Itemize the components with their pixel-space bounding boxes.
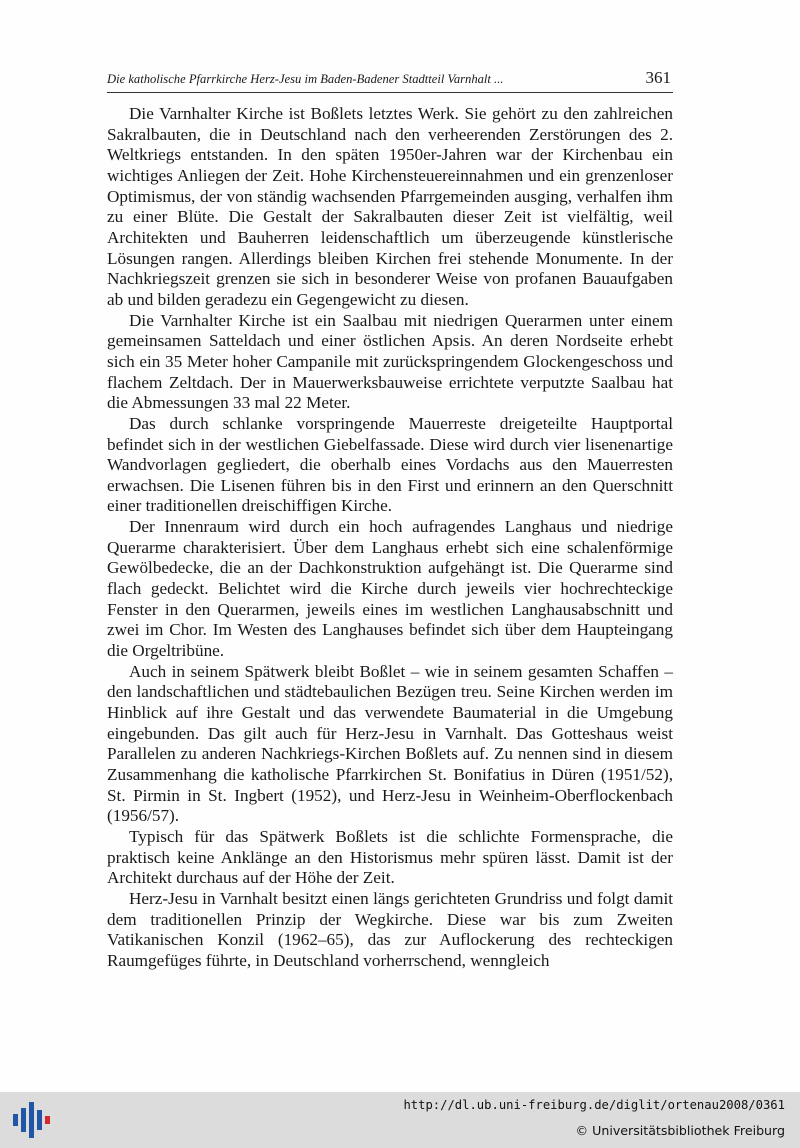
paragraph: Die Varnhalter Kirche ist Boßlets letztes Werk. Sie gehört zu den zahlreichen Sakralbauten, die in Deutschland nach den verheerenden Zerstörungen des 2. Weltkriegs entstanden. In den späten 1950er-Jahren war der Kirchenbau ein wichtiges Anliegen der Zeit. Hohe Kirchensteuereinnahmen und ein grenzenloser Optimismus, der von ständig wachsenden Pfarrgemeinden ausging, verhalfen ihm zu einer Blüte. Die Gestalt der Sakralbauten dieser Zeit ist vielfältig, weil Architekten und Bauherren leidenschaftlich um überzeugende künstlerische Lösungen rangen. Allerdings bleiben Kirchen frei stehende Monumente. In der Nachkriegszeit grenzen sie sich in besonderer Weise von profanen Bauaufgaben ab und bilden geradezu ein Gegengewicht zu diesen. bbox=[107, 104, 673, 309]
page-number: 361 bbox=[645, 68, 671, 87]
running-title: Die katholische Pfarrkirche Herz-Jesu im Baden-Badener Stadtteil Varnhalt ... bbox=[107, 72, 504, 86]
page-header bbox=[107, 68, 673, 93]
paragraph: Der Innenraum wird durch ein hoch aufragendes Langhaus und niedrige Querarme charakterisiert. Über dem Langhaus erhebt sich eine schalenförmige Gewölbedecke, die an der Dachkonstruktion aufgehängt ist. Die Querarme sind flach gedeckt. Belichtet wird die Kirche durch jeweils vier hochrechteckige Fenster in den Querarmen, jeweils eines im westlichen Langhausabschnitt und zwei im Chor. Im Westen des Langhauses befindet sich über dem Haupteingang die Orgeltribüne. bbox=[107, 517, 673, 661]
paragraph: Die Varnhalter Kirche ist ein Saalbau mit niedrigen Querarmen unter einem gemeinsamen Satteldach und einer östlichen Apsis. An deren Nordseite erhebt sich ein 35 Meter hoher Campanile mit zurückspringendem Glockengeschoss und flachem Zeltdach. Der in Mauerwerksbauweise errichtete verputzte Saalbau hat die Abmessungen 33 mal 22 Meter. bbox=[107, 310, 673, 413]
body-text bbox=[107, 104, 673, 972]
paragraph: Typisch für das Spätwerk Boßlets ist die schlichte Formensprache, die praktisch keine Anklänge an den Historismus mehr spüren lässt. Damit ist der Architekt durchaus auf der Höhe der Zeit. bbox=[107, 826, 673, 888]
source-url-link[interactable]: http://dl.ub.uni-freiburg.de/diglit/ortenau2008/0361 bbox=[403, 1098, 785, 1112]
footer-bar bbox=[0, 1092, 800, 1148]
paragraph: Herz-Jesu in Varnhalt besitzt einen längs gerichteten Grundriss und folgt damit dem traditionellen Prinzip der Wegkirche. Diese war bis zum Zweiten Vatikanischen Konzil (1962–65), das zur Auflockerung des rechteckigen Raumgefüges führte, in Deutschland vorherrschend, wenngleich bbox=[107, 888, 673, 970]
paragraph: Auch in seinem Spätwerk bleibt Boßlet – wie in seinem gesamten Schaffen – den landschaftlichen und städtebaulichen Bezügen treu. Seine Kirchen werden im Hinblick auf ihre Gestalt und das verwendete Baumaterial in die Umgebung eingebunden. Das gilt auch für Herz-Jesu in Varnhalt. Das Gotteshaus weist Parallelen zu anderen Nachkriegs-Kirchen Boßlets auf. Zu nennen sind in diesem Zusammenhang die katholische Pfarrkirchen St. Bonifatius in Düren (1951/52), St. Pirmin in St. Ingbert (1952), und Herz-Jesu in Weinheim-Oberflockenbach (1956/57). bbox=[107, 661, 673, 826]
copyright-notice: © Universitätsbibliothek Freiburg bbox=[575, 1123, 785, 1138]
ub-freiburg-logo-icon[interactable] bbox=[12, 1100, 52, 1140]
paragraph: Das durch schlanke vorspringende Mauerreste dreigeteilte Hauptportal befindet sich in der westlichen Giebelfassade. Diese wird durch vier lisenenartige Wandvorlagen gegliedert, die oberhalb eines Vordachs aus den Mauerresten erwachsen. Die Lisenen führen bis in den First und erinnern an den Querschnitt einer traditionellen dreischiffigen Kirche. bbox=[107, 413, 673, 516]
